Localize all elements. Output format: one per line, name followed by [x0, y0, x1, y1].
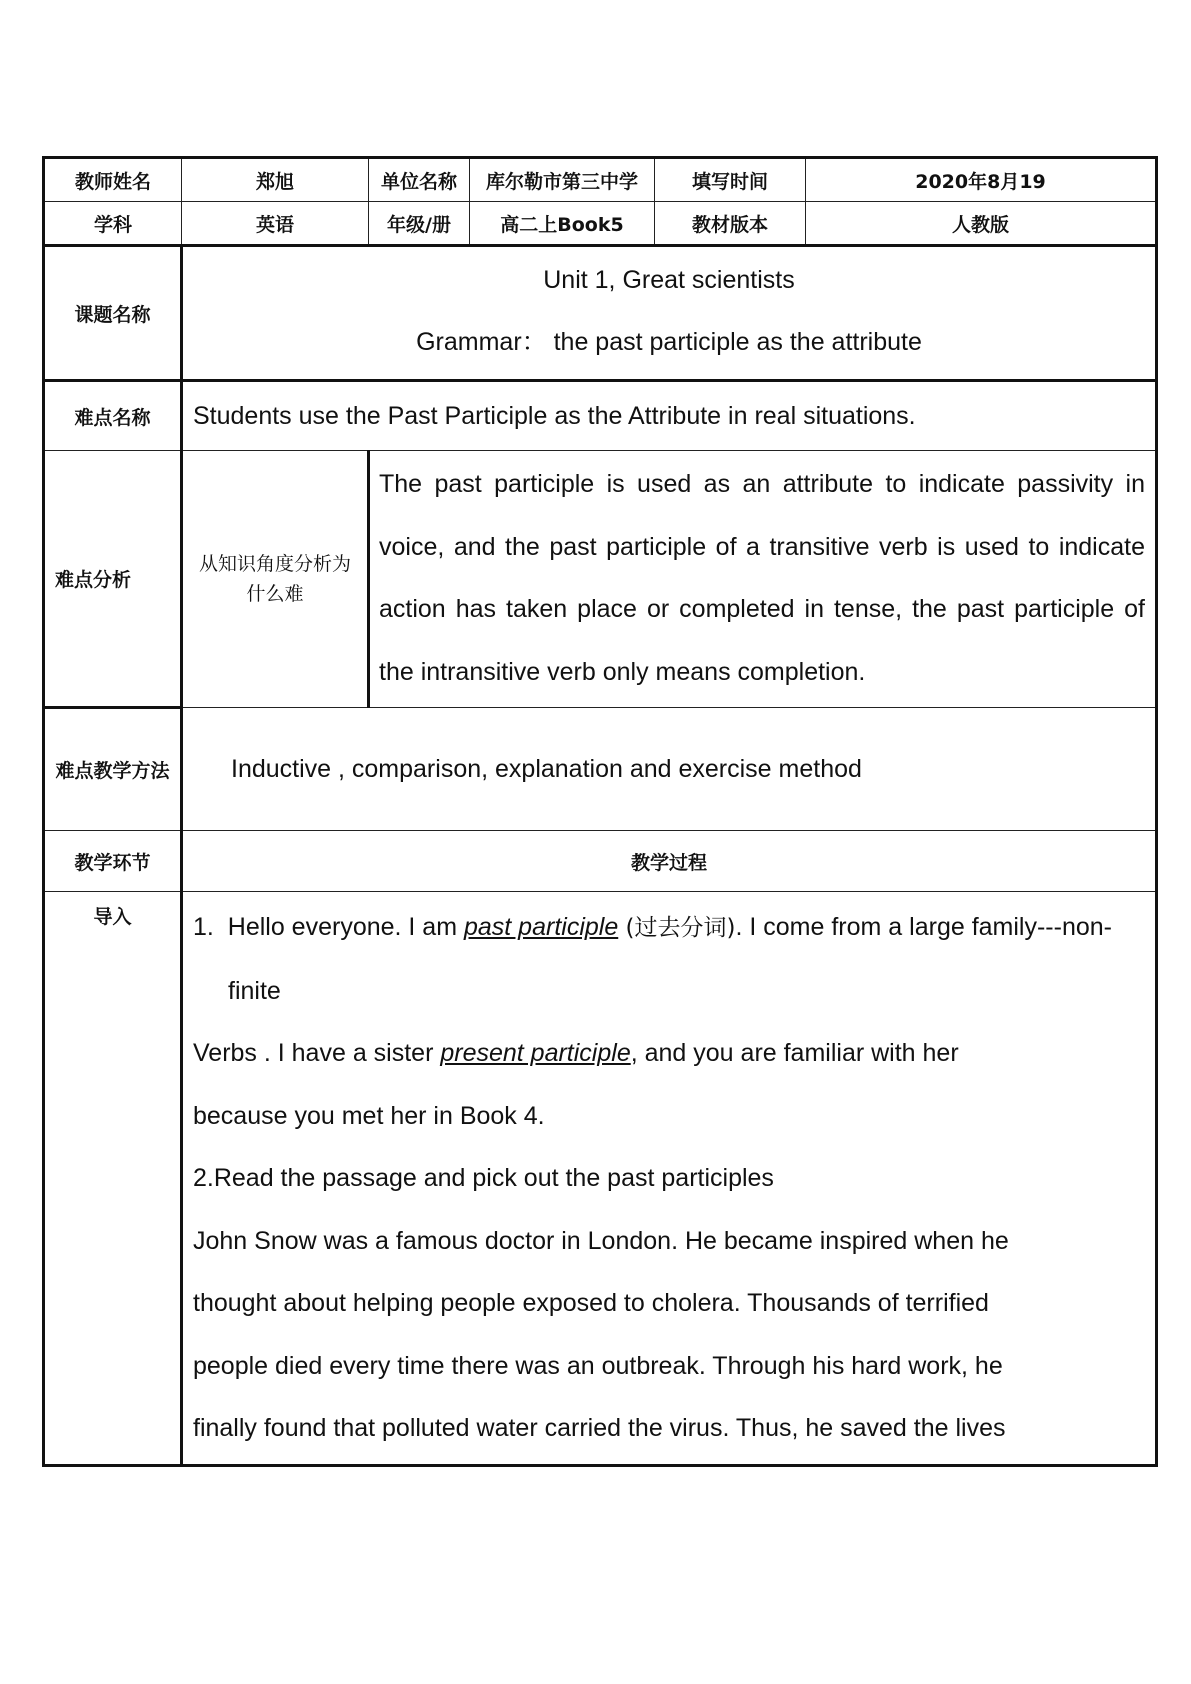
fill-date-label: 填写时间 — [655, 158, 806, 202]
past-participle-term: past participle — [463, 913, 619, 941]
verbs-text-b: , and you are familiar with her — [630, 1039, 959, 1067]
grade-label: 年级/册 — [369, 202, 470, 246]
grade-value: 高二上Book5 — [470, 202, 655, 246]
passage-line-3: people died every time there was an outbreak. Through his hard work, he — [193, 1351, 1003, 1380]
fill-date-value: 2020年8月19 — [806, 158, 1157, 202]
item-1-text-b: . I come from a large family---non-finite — [228, 913, 1112, 1005]
book-line: because you met her in Book 4. — [193, 1101, 545, 1130]
passage-line-1: John Snow was a famous doctor in London. He became inspired when he — [193, 1226, 1009, 1255]
present-participle-term: present participle — [440, 1039, 631, 1067]
difficulty-text: Students use the Past Participle as the Attribute in real situations. — [182, 381, 1157, 451]
list-item-2: 2.Read the passage and pick out the past participles — [193, 1164, 774, 1192]
item-1-number: 1. — [193, 913, 214, 941]
edition-value: 人教版 — [806, 202, 1157, 246]
topic-line-1: Unit 1, Great scientists — [543, 266, 795, 294]
teacher-name-label: 教师姓名 — [44, 158, 182, 202]
analysis-text: The past participle is used as an attribute to indicate passivity in voice, and the past participle of a transitive verb is used to indicate action has taken place or completed in tense, the past participle of the intransitive verb only means completion. — [369, 451, 1157, 708]
analysis-label: 难点分析 — [44, 451, 182, 708]
past-participle-zh: (过去分词) — [618, 915, 736, 941]
item-1-text-a: Hello everyone. I am — [227, 913, 464, 941]
process-label: 教学过程 — [182, 831, 1157, 892]
edition-label: 教材版本 — [655, 202, 806, 246]
stage-label: 教学环节 — [44, 831, 182, 892]
topic-label: 课题名称 — [44, 246, 182, 381]
teacher-name-value: 郑旭 — [182, 158, 369, 202]
unit-name-value: 库尔勒市第三中学 — [470, 158, 655, 202]
difficulty-label: 难点名称 — [44, 381, 182, 451]
method-label: 难点教学方法 — [44, 708, 182, 831]
list-item-1 — [193, 896, 1141, 1022]
method-text: Inductive , comparison, explanation and exercise method — [182, 708, 1157, 831]
lead-in-label: 导入 — [44, 892, 182, 1466]
subject-label: 学科 — [44, 202, 182, 246]
verbs-text-a: Verbs . I have a sister — [193, 1039, 441, 1067]
verbs-line — [193, 1022, 1141, 1085]
subject-value: 英语 — [182, 202, 369, 246]
passage-line-2: thought about helping people exposed to cholera. Thousands of terrified — [193, 1289, 989, 1317]
passage-line-4: finally found that polluted water carried the virus. Thus, he saved the lives — [193, 1414, 1006, 1442]
unit-name-label: 单位名称 — [369, 158, 470, 202]
lesson-plan-table — [42, 156, 1155, 1467]
analysis-sub-label: 从知识角度分析为什么难 — [182, 451, 369, 708]
topic-cell — [182, 246, 1157, 381]
lead-in-content — [182, 892, 1157, 1466]
topic-line-2: Grammar： the past participle as the attribute — [416, 328, 922, 356]
